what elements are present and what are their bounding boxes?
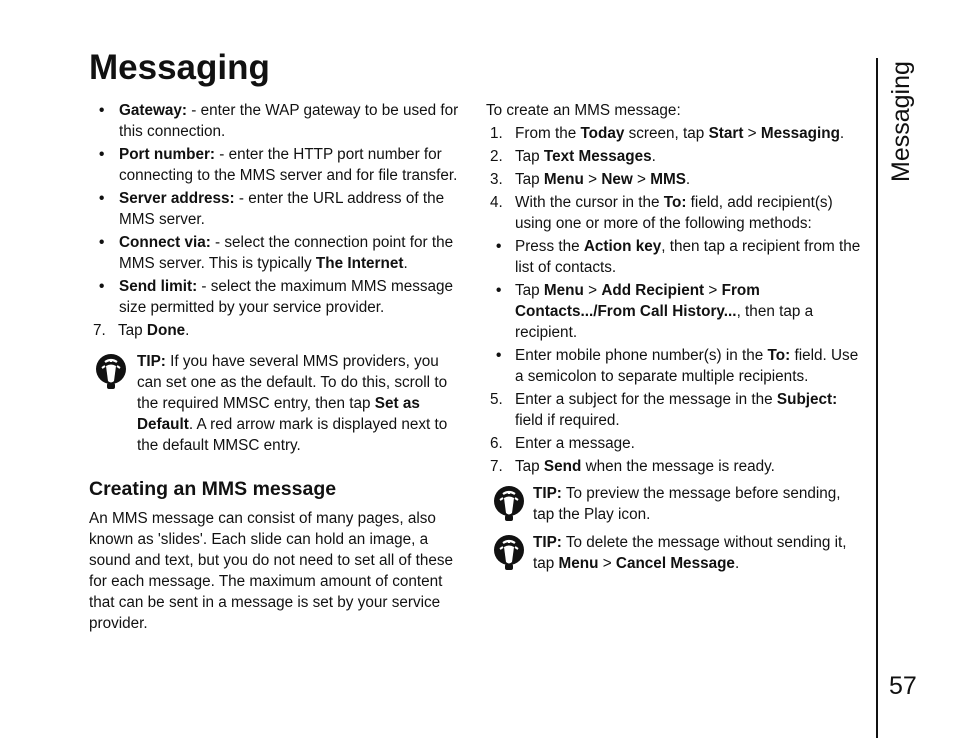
step-text: screen, tap bbox=[624, 125, 709, 142]
punctuation: . bbox=[734, 555, 740, 572]
step-item bbox=[486, 433, 866, 454]
method-emphasis: To: bbox=[767, 347, 791, 364]
step-emphasis: Subject: bbox=[776, 391, 838, 408]
method-text: Enter mobile phone number(s) in the bbox=[515, 347, 768, 364]
tip-box bbox=[486, 483, 866, 525]
step-text: Tap bbox=[118, 322, 147, 339]
tip-text: If you have several MMS providers, you can set one as the default. To do this, scroll to the required MMSC entry, then tap bbox=[137, 353, 448, 412]
setting-label: Connect via: bbox=[119, 234, 211, 251]
punctuation: . bbox=[185, 322, 190, 339]
step-item bbox=[486, 169, 866, 190]
method-text: field. Use a semicolon to separate multiple recipients. bbox=[515, 347, 859, 385]
list-item bbox=[89, 188, 467, 230]
step-text: field, add recipient(s) using one or more of the following methods: bbox=[515, 194, 833, 232]
method-text: , then tap a recipient. bbox=[515, 303, 814, 341]
tip-label: TIP: bbox=[533, 485, 562, 502]
tip-text: To delete the message without sending it, tap bbox=[533, 534, 847, 572]
section-tab-label: Messaging bbox=[887, 61, 915, 182]
setting-label: Send limit: bbox=[119, 278, 198, 295]
lightbulb-icon bbox=[93, 353, 129, 391]
left-column bbox=[89, 100, 467, 634]
step-text: field if required. bbox=[515, 412, 620, 429]
steps-list bbox=[486, 123, 866, 477]
setting-label: Gateway: bbox=[119, 102, 188, 119]
method-text: Press the bbox=[515, 238, 584, 255]
setting-description: - select the connection point for the MMS server. This is typically bbox=[119, 234, 454, 272]
step-emphasis: Start bbox=[708, 125, 744, 142]
tip-label: TIP: bbox=[533, 534, 562, 551]
tip-text: . A red arrow mark is displayed next to the default MMSC entry. bbox=[137, 416, 448, 454]
lightbulb-icon bbox=[491, 485, 527, 523]
tip-label: TIP: bbox=[137, 353, 166, 370]
step-emphasis: Messaging bbox=[760, 125, 840, 142]
list-item bbox=[89, 232, 467, 274]
step-text: Enter a subject for the message in the bbox=[515, 391, 777, 408]
step-text: With the cursor in the bbox=[515, 194, 664, 211]
method-text: , then tap a recipient from the list of contacts. bbox=[515, 238, 861, 276]
step-number: 7. bbox=[490, 458, 503, 475]
step-emphasis: Done bbox=[146, 322, 186, 339]
tip-text: To preview the message before sending, tap the Play icon. bbox=[533, 485, 841, 523]
list-item bbox=[89, 100, 467, 142]
setting-description: - enter the WAP gateway to be used for this connection. bbox=[119, 102, 459, 140]
step-item bbox=[486, 456, 866, 477]
punctuation: . bbox=[685, 171, 691, 188]
step-text: Tap bbox=[515, 458, 544, 475]
step-item bbox=[486, 192, 866, 387]
step-text: > bbox=[583, 171, 602, 188]
step-number: 3. bbox=[490, 171, 503, 188]
lightbulb-icon bbox=[491, 534, 527, 572]
step-number: 4. bbox=[490, 194, 503, 211]
step-number: 5. bbox=[490, 391, 503, 408]
setting-description: - enter the URL address of the MMS server. bbox=[119, 190, 445, 228]
list-item bbox=[486, 280, 866, 343]
method-emphasis: From Contacts.../From Call History... bbox=[515, 282, 760, 320]
section-heading: Creating an MMS message bbox=[89, 478, 337, 500]
punctuation: . bbox=[403, 255, 408, 272]
step-emphasis: MMS bbox=[650, 171, 686, 188]
step-item bbox=[486, 389, 866, 431]
tip-emphasis: Set as Default bbox=[137, 395, 420, 433]
setting-label: Port number: bbox=[119, 146, 216, 163]
setting-description: - select the maximum MMS message size permitted by your service provider. bbox=[119, 278, 454, 316]
punctuation: . bbox=[651, 148, 656, 165]
tip-box bbox=[89, 351, 467, 456]
list-item bbox=[89, 144, 467, 186]
setting-description: - enter the HTTP port number for connecting to the MMS server and for file transfer. bbox=[119, 146, 458, 184]
right-column bbox=[486, 100, 866, 574]
tip-emphasis: Menu bbox=[558, 555, 599, 572]
step-number: 7. bbox=[93, 322, 106, 339]
intro-text: To create an MMS message: bbox=[486, 102, 681, 119]
step-emphasis: Menu bbox=[543, 171, 584, 188]
step-text: > bbox=[632, 171, 651, 188]
method-list bbox=[515, 236, 866, 387]
section-body: An MMS message can consist of many pages, also known as 'slides'. Each slide can hold an image, a sound and text, but you do not need to set all of these for each message. The maximum amount of content that can be sent in a message is set by your service provider. bbox=[89, 510, 453, 632]
list-item bbox=[486, 236, 866, 278]
step-emphasis: To: bbox=[663, 194, 687, 211]
tip-emphasis: Cancel Message bbox=[615, 555, 735, 572]
step-number: 2. bbox=[490, 148, 503, 165]
step-text: > bbox=[743, 125, 761, 142]
step-text: when the message is ready. bbox=[581, 458, 775, 475]
punctuation: . bbox=[839, 125, 845, 142]
page-number: 57 bbox=[889, 672, 917, 700]
method-emphasis: Add Recipient bbox=[601, 282, 705, 299]
step-text: Tap bbox=[515, 171, 544, 188]
method-text: > bbox=[583, 282, 602, 299]
step-emphasis: Send bbox=[543, 458, 582, 475]
tip-text: > bbox=[598, 555, 616, 572]
step-text: Enter a message. bbox=[515, 435, 635, 452]
step-emphasis: Text Messages bbox=[543, 148, 652, 165]
page-title: Messaging bbox=[89, 48, 270, 87]
step-number: 1. bbox=[490, 125, 503, 142]
method-emphasis: Menu bbox=[543, 282, 584, 299]
settings-list bbox=[89, 100, 467, 318]
step-item bbox=[486, 123, 866, 144]
method-emphasis: Action key bbox=[583, 238, 662, 255]
step-number: 6. bbox=[490, 435, 503, 452]
method-text: > bbox=[704, 282, 722, 299]
step-emphasis: Today bbox=[580, 125, 625, 142]
steps-list bbox=[89, 320, 467, 341]
setting-label: Server address: bbox=[119, 190, 235, 207]
step-emphasis: New bbox=[601, 171, 633, 188]
side-divider bbox=[876, 58, 878, 738]
setting-emphasis: The Internet bbox=[315, 255, 404, 272]
step-item bbox=[89, 320, 467, 341]
list-item bbox=[89, 276, 467, 318]
tip-box bbox=[486, 532, 866, 574]
method-text: Tap bbox=[515, 282, 544, 299]
step-text: From the bbox=[515, 125, 581, 142]
step-item bbox=[486, 146, 866, 167]
step-text: Tap bbox=[515, 148, 544, 165]
list-item bbox=[486, 345, 866, 387]
